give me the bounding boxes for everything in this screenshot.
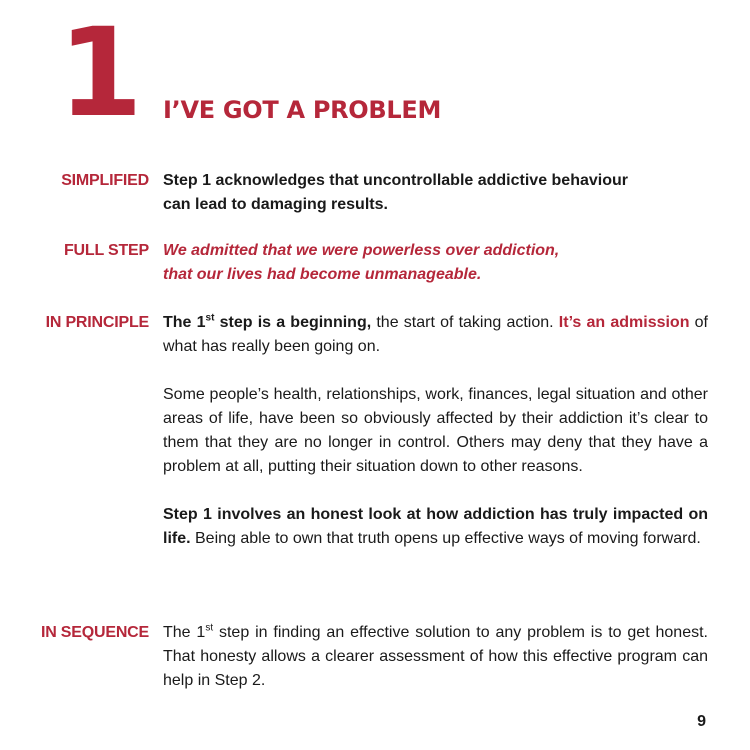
p1-bold-a: The 1 [163,314,206,331]
in-sequence-paragraph [163,621,708,693]
full-step-line-2: that our lives had become unmanageable. [163,266,482,283]
step-number: 1 [58,2,139,144]
in-principle-paragraph-2: Some people’s health, relationships, work, finances, legal situation and other areas of life, have been so obviously affected by their addiction it’s clear to them that they are no longer in control. Others may deny that they have a problem at all, putting their situation down to other reasons. [163,386,708,475]
p1-text-a: the start of taking action. [371,314,559,331]
full-step-text [163,239,708,287]
in-principle-paragraph-1 [163,311,708,359]
simplified-line-1: Step 1 acknowledges that uncontrollable addictive behaviour [163,172,628,189]
page-title: I’VE GOT A PROBLEM [163,96,442,124]
simplified-text [163,169,708,217]
in-principle-label: IN PRINCIPLE [45,314,149,331]
p1-bold-b: step is a beginning, [214,314,372,331]
simplified-line-2: can lead to damaging results. [163,196,388,213]
full-step-line-1: We admitted that we were powerless over addiction, [163,242,560,259]
in-principle-paragraph-3 [163,503,708,551]
page-number: 9 [697,713,706,730]
in-sequence-text [163,621,708,693]
seq-text-a: The 1 [163,624,206,641]
p3-text: Being able to own that truth opens up effective ways of moving forward. [190,530,701,547]
simplified-label: SIMPLIFIED [61,172,149,189]
p1-highlight: It’s an admission [558,314,690,331]
in-sequence-label: IN SEQUENCE [40,624,149,641]
seq-text-b: step in finding an effective solution to any problem is to get honest. That honesty allows a clearer assessment of how this effective program can help in Step 2. [163,624,708,689]
seq-sup: st [205,622,214,634]
full-step-label: FULL STEP [63,242,149,259]
p3-bold: Step 1 involves an honest look at how addiction has truly impacted on life. [163,506,708,547]
p1-text-b: of what has really been going on. [163,314,709,355]
p1-sup: st [205,312,215,324]
in-principle-text [163,311,708,551]
